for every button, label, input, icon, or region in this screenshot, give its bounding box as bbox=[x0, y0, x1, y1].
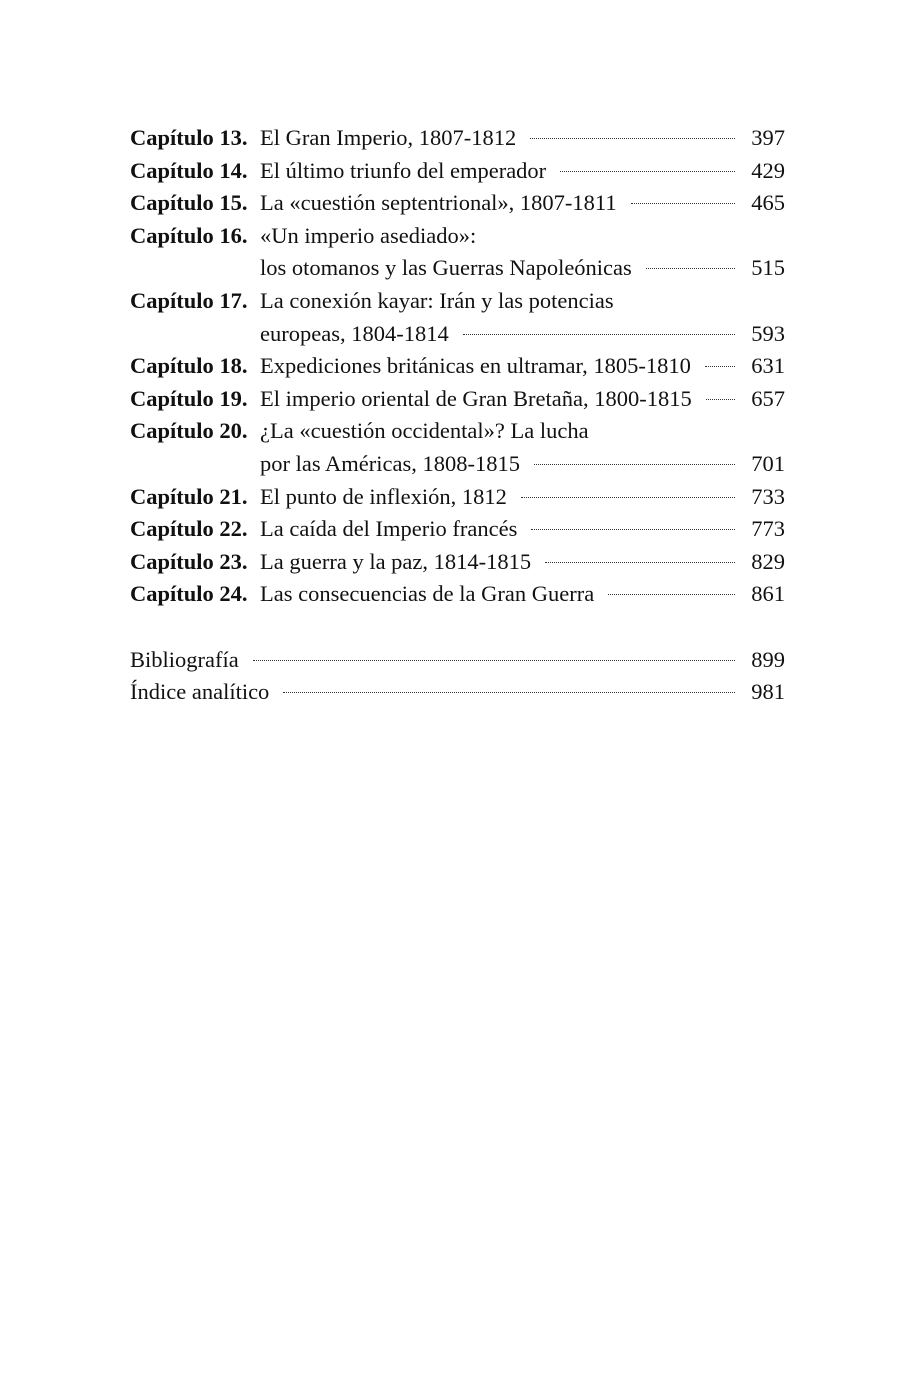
chapter-title-continued: por las Américas, 1808-1815 bbox=[260, 450, 520, 476]
chapter-label: Capítulo 18. bbox=[130, 353, 248, 379]
chapter-title-continued: europeas, 1804-1814 bbox=[260, 320, 449, 346]
dot-leader bbox=[283, 692, 735, 693]
toc-entry-chapter-22 bbox=[130, 513, 785, 546]
toc-line bbox=[130, 318, 785, 351]
chapter-label: Capítulo 20. bbox=[130, 418, 248, 444]
page-number: 829 bbox=[751, 548, 785, 574]
dot-leader bbox=[531, 529, 735, 530]
toc-entry-chapter-17 bbox=[130, 285, 785, 350]
dot-leader bbox=[608, 594, 735, 595]
chapter-title: «Un imperio asediado»: bbox=[260, 222, 477, 248]
chapter-label: Capítulo 21. bbox=[130, 483, 248, 509]
page-number: 701 bbox=[751, 450, 785, 476]
chapter-label: Capítulo 24. bbox=[130, 581, 248, 607]
page-number: 631 bbox=[751, 353, 785, 379]
dot-leader bbox=[646, 268, 735, 269]
toc-entry-chapter-14 bbox=[130, 155, 785, 188]
toc-entry-chapter-21 bbox=[130, 481, 785, 514]
page-number: 515 bbox=[751, 255, 785, 281]
toc-entry-chapter-13 bbox=[130, 122, 785, 155]
toc-entry-chapter-15 bbox=[130, 187, 785, 220]
page-number: 981 bbox=[751, 679, 785, 705]
toc-entry-chapter-16 bbox=[130, 220, 785, 285]
page-number: 465 bbox=[751, 190, 785, 216]
dot-leader bbox=[560, 171, 735, 172]
back-matter-title: Bibliografía bbox=[130, 646, 239, 672]
toc-entry-bibliography bbox=[130, 644, 785, 677]
chapter-title: La conexión kayar: Irán y las potencias bbox=[260, 287, 614, 313]
chapter-label: Capítulo 15. bbox=[130, 190, 248, 216]
chapter-title: Expediciones británicas en ultramar, 1805-1810 bbox=[260, 353, 691, 379]
page-number: 773 bbox=[751, 516, 785, 542]
chapter-label: Capítulo 13. bbox=[130, 125, 248, 150]
toc-line bbox=[130, 676, 785, 709]
toc-line bbox=[130, 448, 785, 481]
chapter-title: El punto de inflexión, 1812 bbox=[260, 483, 507, 509]
page-number: 657 bbox=[751, 385, 785, 411]
chapter-title: La «cuestión septentrional», 1807-1811 bbox=[260, 190, 617, 216]
dot-leader bbox=[545, 562, 735, 563]
dot-leader bbox=[706, 399, 735, 400]
section-spacer bbox=[130, 611, 785, 644]
dot-leader bbox=[534, 464, 735, 465]
dot-leader bbox=[253, 660, 735, 661]
page-number: 899 bbox=[751, 646, 785, 672]
toc-entry-chapter-18 bbox=[130, 350, 785, 383]
toc-line bbox=[130, 644, 785, 677]
toc-line bbox=[130, 252, 785, 285]
toc-entry-index bbox=[130, 676, 785, 709]
chapter-title: El Gran Imperio, 1807-1812 bbox=[260, 125, 517, 150]
dot-leader bbox=[530, 138, 735, 139]
chapter-title: El último triunfo del emperador bbox=[260, 157, 547, 183]
toc-entry-chapter-19 bbox=[130, 383, 785, 416]
chapter-title: ¿La «cuestión occidental»? La lucha bbox=[260, 418, 589, 444]
chapter-title: Las consecuencias de la Gran Guerra bbox=[260, 581, 595, 607]
chapter-label: Capítulo 16. bbox=[130, 222, 248, 248]
chapter-title: La guerra y la paz, 1814-1815 bbox=[260, 548, 532, 574]
back-matter-title: Índice analítico bbox=[130, 679, 270, 705]
table-of-contents bbox=[130, 122, 785, 709]
page-number: 733 bbox=[751, 483, 785, 509]
dot-leader bbox=[463, 334, 735, 335]
chapter-title: La caída del Imperio francés bbox=[260, 516, 518, 542]
chapter-title-continued: los otomanos y las Guerras Napoleónicas bbox=[260, 255, 632, 281]
chapter-label: Capítulo 22. bbox=[130, 516, 248, 542]
chapter-title: El imperio oriental de Gran Bretaña, 1800-1815 bbox=[260, 385, 692, 411]
toc-entry-chapter-23 bbox=[130, 546, 785, 579]
chapter-label: Capítulo 19. bbox=[130, 385, 248, 411]
toc-entry-chapter-20 bbox=[130, 415, 785, 480]
dot-leader bbox=[705, 366, 735, 367]
chapter-label: Capítulo 14. bbox=[130, 157, 248, 183]
page-number: 861 bbox=[751, 581, 785, 607]
toc-entry-chapter-24 bbox=[130, 578, 785, 611]
page-number: 429 bbox=[751, 157, 785, 183]
dot-leader bbox=[631, 203, 735, 204]
chapter-label: Capítulo 23. bbox=[130, 548, 248, 574]
page-number: 593 bbox=[751, 320, 785, 346]
chapter-label: Capítulo 17. bbox=[130, 287, 248, 313]
dot-leader bbox=[521, 497, 735, 498]
page-number: 397 bbox=[751, 125, 785, 150]
